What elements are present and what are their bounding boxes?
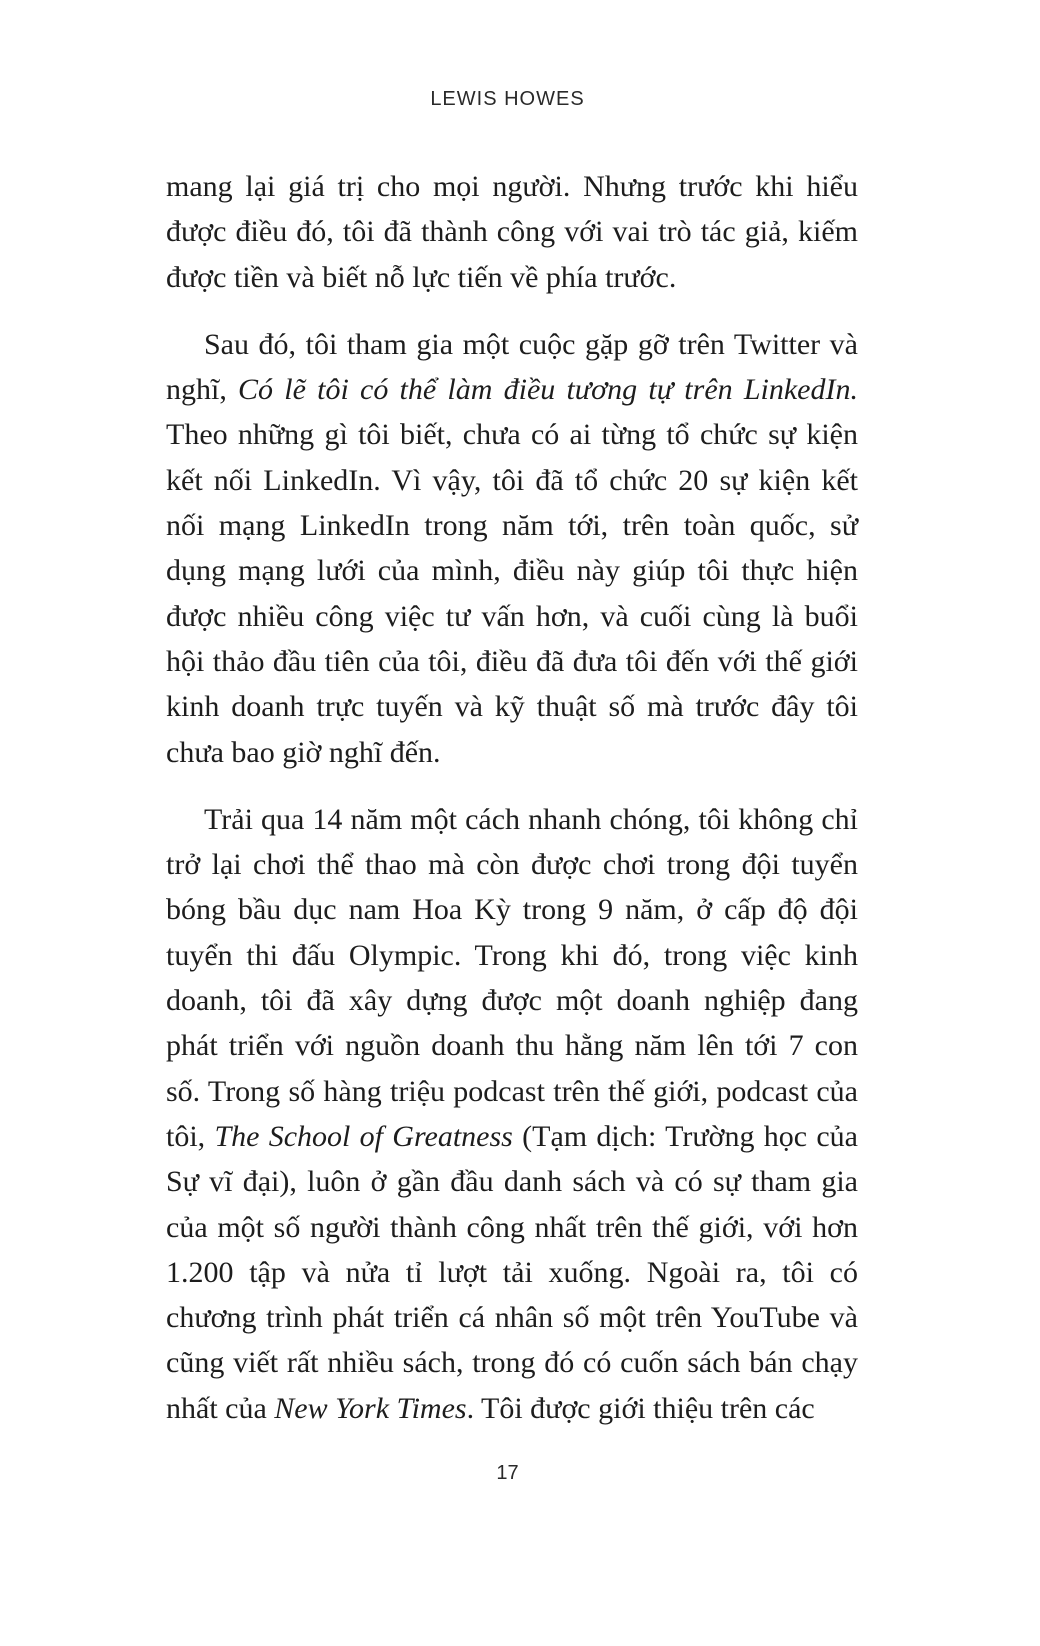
- text-segment: Sau đó, tôi tham gia một cuộc gặp gỡ trên Twitter và nghĩ,: [166, 327, 858, 407]
- page-number: 17: [496, 1462, 519, 1484]
- paragraph: [166, 322, 858, 775]
- publication-title: New York Times: [274, 1391, 467, 1425]
- text-segment: (Tạm dịch: Trường học của Sự vĩ đại), luôn ở gần đầu danh sách và có sự tham gia của một số người thành công nhất trên thế giới, với hơn 1.200 tập và nửa tỉ lượt tải xuống. Ngoài ra, tôi có chương trình phát triển cá nhân số một trên YouTube và cũng viết rất nhiều sách, trong đó có cuốn sách bán chạy nhất của: [166, 1119, 858, 1425]
- paragraph: [166, 797, 858, 1431]
- body-text: [166, 164, 858, 1453]
- text-segment: Trải qua 14 năm một cách nhanh chóng, tôi không chỉ trở lại chơi thể thao mà còn được chơi trong đội tuyển bóng bầu dục nam Hoa Kỳ trong 9 năm, ở cấp độ đội tuyển thi đấu Olympic. Trong khi đó, trong việc kinh doanh, tôi đã xây dựng được một doanh nghiệp đang phát triển với nguồn doanh thu hằng năm lên tới 7 con số. Trong số hàng triệu podcast trên thế giới, podcast của tôi,: [166, 802, 858, 1153]
- text-segment: mang lại giá trị cho mọi người. Nhưng trước khi hiểu được điều đó, tôi đã thành công với vai trò tác giả, kiếm được tiền và biết nỗ lực tiến về phía trước.: [166, 170, 858, 294]
- italic-thought: Có lẽ tôi có thể làm điều tương tự trên LinkedIn.: [238, 373, 858, 407]
- running-head: LEWIS HOWES: [430, 88, 585, 110]
- paragraph: [166, 164, 858, 300]
- text-segment: Theo những gì tôi biết, chưa có ai từng tổ chức sự kiện kết nối LinkedIn. Vì vậy, tôi đã tổ chức 20 sự kiện kết nối mạng LinkedIn trong năm tới, trên toàn quốc, sử dụng mạng lưới của mình, điều này giúp tôi thực hiện được nhiều công việc tư vấn hơn, và cuối cùng là buổi hội thảo đầu tiên của tôi, điều đã đưa tôi đến với thế giới kinh doanh trực tuyến và kỹ thuật số mà trước đây tôi chưa bao giờ nghĩ đến.: [166, 418, 858, 769]
- text-segment: . Tôi được giới thiệu trên các: [466, 1391, 815, 1425]
- podcast-title: The School of Greatness: [214, 1119, 513, 1153]
